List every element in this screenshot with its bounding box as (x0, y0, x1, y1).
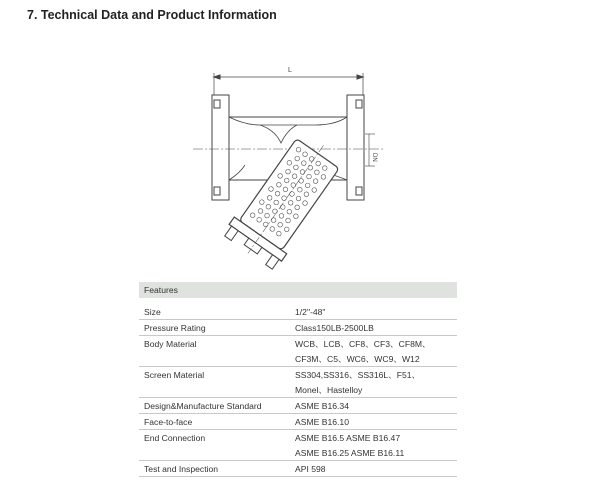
row-label: Body Material (144, 338, 197, 349)
row-label: Design&Manufacture Standard (139, 398, 290, 414)
row-label: Face-to-face (139, 414, 290, 430)
row-value: 1/2"-48" (290, 304, 457, 320)
row-label: Size (139, 304, 290, 320)
row-label: Screen Material (144, 369, 205, 380)
table-row (139, 304, 457, 320)
dn-label: DN (371, 153, 377, 162)
table-row-continued (139, 382, 457, 398)
table-row-continued (139, 445, 457, 461)
y-strainer-drawing (185, 55, 395, 270)
row-value: Class150LB-2500LB (290, 320, 457, 336)
length-label: L (288, 67, 292, 74)
row-value: SS304,SS316、SS316L、F51、 (295, 369, 421, 380)
table-row (139, 461, 457, 477)
table-row (139, 398, 457, 414)
table-row (139, 367, 457, 383)
row-label: Test and Inspection (139, 461, 290, 477)
table-row (139, 430, 457, 446)
table-row (139, 414, 457, 430)
features-header-row (139, 282, 457, 298)
row-value: Monel、Hastelloy (290, 382, 457, 398)
row-value: ASME B16.10 (290, 414, 457, 430)
row-value: ASME B16.5 ASME B16.47 (295, 432, 401, 443)
table-row-continued (139, 351, 457, 367)
table-row (139, 336, 457, 352)
row-value: API 598 (290, 461, 457, 477)
features-label: Features (139, 282, 457, 298)
table-row (139, 320, 457, 336)
row-label: Pressure Rating (139, 320, 290, 336)
specification-table (139, 282, 457, 477)
row-value: WCB、LCB、CF8、CF3、CF8M、 (295, 338, 431, 349)
row-value: CF3M、C5、WC6、WC9、W12 (290, 351, 457, 367)
row-label: End Connection (144, 432, 206, 443)
row-value: ASME B16.25 ASME B16.11 (290, 445, 457, 461)
section-heading: 7. Technical Data and Product Information (27, 8, 277, 22)
row-value: ASME B16.34 (290, 398, 457, 414)
